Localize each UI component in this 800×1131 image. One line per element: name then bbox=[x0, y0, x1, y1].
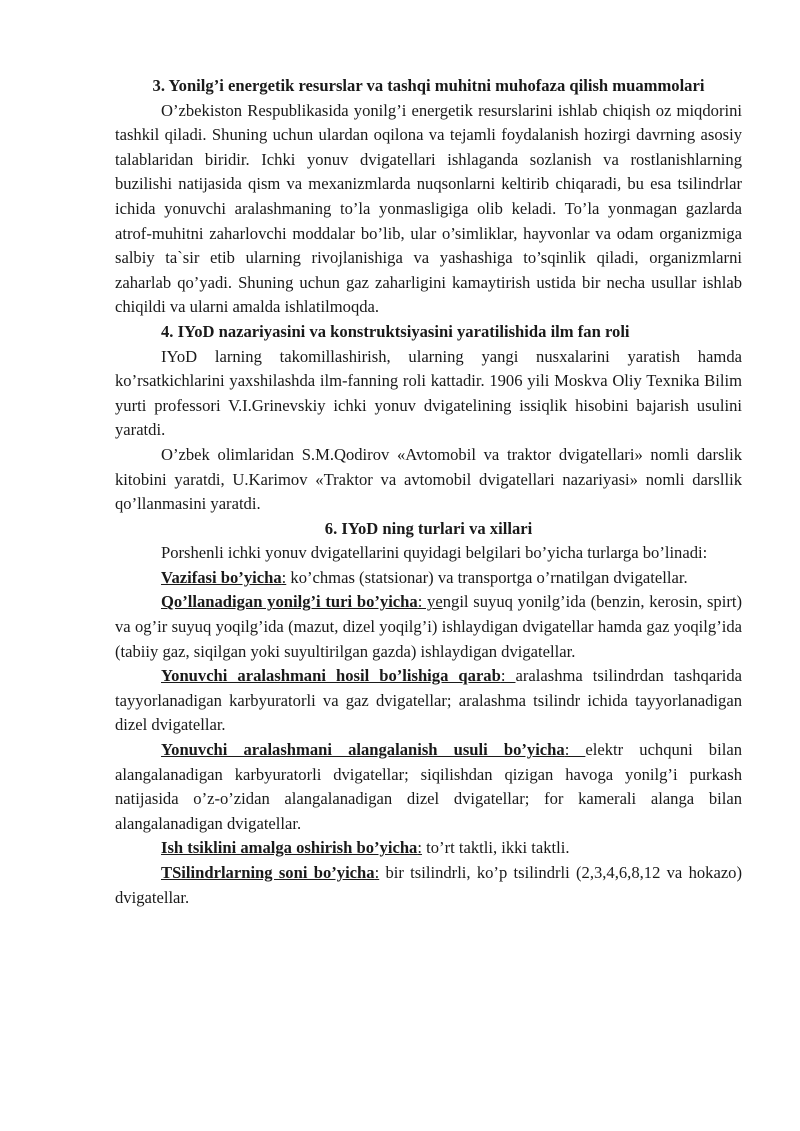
classification-text: aralashma tsilindrdan tashqarida tayyorlanadigan karbyuratorli va gaz dvigatellar; aralashma tsilindr ichida tayyorlanadigan dizel dvigatellar. bbox=[115, 666, 742, 735]
section-6-heading: 6. IYoD ning turlari va xillari bbox=[324, 518, 533, 538]
classification-term: Qo’llanadigan yonilg’i turi bo’yicha bbox=[161, 592, 418, 612]
section-3-paragraph: O’zbekiston Respublikasida yonilg’i energetik resurslarini ishlab chiqish oz miqdorini tashkil qiladi. Shuning uchun ulardan oqilona va tejamli foydalanish hozirgi davrning asosiy talablaridan biridir. Ichki yonuv dvigatellari ishlaganda sozlanish va rostlanishlarning buzilishi natijasida qism va mexanizmlarda nuqsonlarni keltirib chiqaradi, bu esa tsilindrlar ichida yonuvchi aralashmaning to’la yonmasligiga olib keladi. To’la yonmagan gazlarda atrof-muhitni zaharlovchi moddalar bo’lib, ular o’simliklar, hayvonlar va odam organizmiga salbiy ta`sir etib ularning rivojlanishiga va yashashiga to’sqinlik qiladi, organizmlarni zaharlab qo’yadi. Shuning uchun gaz zaharligini kamaytirish ustida bir necha usullar ishlab chiqildi va ularni amalda ishlatilmoqda. bbox=[115, 100, 742, 317]
section-4-paragraph-1: IYoD larning takomillashirish, ularning yangi nusxalarini yaratish hamda ko’rsatkichlarini yaxshilashda ilm-fanning roli kattadir. 1906 yili Moskva Oliy Texnika Bilim yurti professori V.I.Grinevskiy ichki yonuv dvigatelining issiqlik hisobini bajarish usulini yaratdi. bbox=[115, 346, 742, 440]
classification-term: Ish tsiklini amalga oshirish bo’yicha bbox=[161, 838, 418, 858]
classification-text: to’rt taktli, ikki taktli. bbox=[421, 838, 570, 858]
classification-item-ignition-method bbox=[115, 738, 742, 836]
classification-term: TSilindrlarning soni bo’yicha bbox=[161, 863, 375, 882]
section-4-paragraph-2: O’zbek olimlaridan S.M.Qodirov «Avtomobil va traktor dvigatellari» nomli darslik kitobini yaratdi, U.Karimov «Traktor va avtomobil dvigatellari nazariyasi» nomli darsllik qo’llanmasini yaratdi. bbox=[115, 444, 742, 514]
classification-term: Yonuvchi aralashmani hosil bo’lishiga qarab bbox=[161, 666, 501, 686]
classification-text: elektr uchquni bilan alangalanadigan karbyuratorli dvigatellar; siqilishdan qizigan havoga yonilg’i purkash natijasida o’z-o’zidan alangalanadigan dizel dvigatellar; for kamerali alanga bilan alangalanadigan dvigatellar. bbox=[115, 740, 742, 833]
classification-item-mixture-formation bbox=[115, 664, 742, 738]
classification-colon: : ye bbox=[417, 592, 443, 612]
classification-item-work-cycle bbox=[115, 836, 742, 861]
classification-term: Yonuvchi aralashmani alangalanish usuli bo’yicha bbox=[161, 740, 565, 760]
classification-text: ngil suyuq yonilg’ida (benzin, kerosin, spirt) va og’ir suyuq yoqilg’ida (mazut, dizel yoqilg’i) ishlaydigan dvigatellar hamda gaz yoqilg’ida (tabiiy gaz, siqilgan yoki suyultirilgan gazda) ishlaydigan dvigatellar. bbox=[115, 592, 742, 661]
classification-text: bir tsilindrli, ko’p tsilindrli (2,3,4,6,8,12 va hokazo) dvigatellar. bbox=[115, 863, 743, 907]
classification-colon: : bbox=[500, 666, 516, 686]
section-3-heading: 3. Yonilg’i energetik resurslar va tashqi muhitni muhofaza qilish muammolari bbox=[152, 76, 705, 95]
classification-item-purpose bbox=[115, 566, 742, 591]
classification-colon: : bbox=[564, 740, 586, 760]
classification-term: Vazifasi bo’yicha bbox=[161, 567, 282, 587]
classification-text: ko’chmas (statsionar) va transportga o’rnatilgan dvigatellar. bbox=[286, 567, 688, 587]
section-6-intro: Porshenli ichki yonuv dvigatellarini quyidagi belgilari bo’yicha turlarga bo’linadi: bbox=[161, 543, 708, 563]
classification-colon: : bbox=[374, 863, 380, 882]
document-page bbox=[115, 74, 742, 910]
classification-colon: : bbox=[281, 567, 287, 587]
classification-colon: : bbox=[417, 838, 422, 858]
classification-item-cylinder-count bbox=[115, 861, 742, 910]
classification-item-fuel-type bbox=[115, 590, 742, 664]
section-4-heading: 4. IYoD nazariyasini va konstruktsiyasini yaratilishida ilm fan roli bbox=[161, 321, 630, 341]
